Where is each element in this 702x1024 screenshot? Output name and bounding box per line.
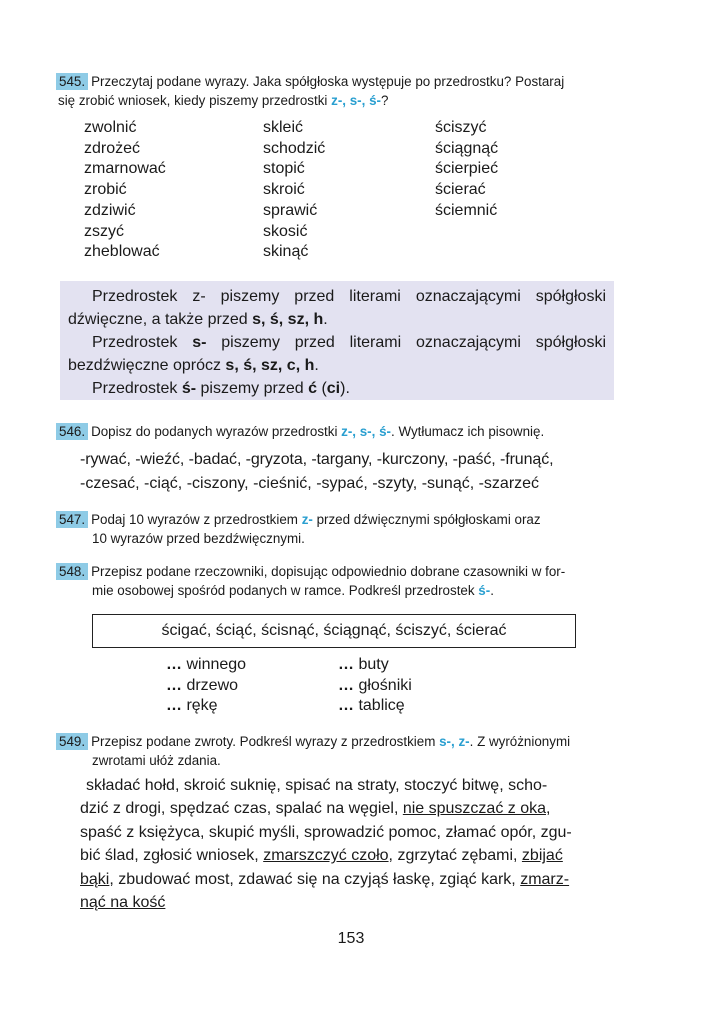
fill-in-right <box>338 655 412 717</box>
list-item: … rękę <box>166 697 218 714</box>
exercise-549-instructions: 549. Przepisz podane zwroty. Podkreśl wyrazy z przedrostkiem s-, z-. Z wyróżnionymi zwrotami ułóż zdania. <box>56 732 616 770</box>
exercise-547-instructions: 547. Podaj 10 wyrazów z przedrostkiem z- przed dźwięcznymi spółgłoskami oraz 10 wyrazów przed bezdźwięcznymi. <box>56 510 616 548</box>
exercise-546-instructions: 546. Dopisz do podanych wyrazów przedrostki z-, s-, ś-. Wytłumacz ich pisownię. <box>56 422 616 441</box>
list-item: … drzewo <box>166 676 239 694</box>
list-item: ścierpieć <box>435 160 499 178</box>
list-item: zmarnować <box>84 160 166 178</box>
list-item: … tablicę <box>338 697 405 714</box>
exercise-546-words-line2: -czesać, -ciąć, -ciszony, -cieśnić, -sypać, -szyty, -sunąć, -szarzeć <box>80 475 540 492</box>
list-item: ściągnąć <box>435 139 499 157</box>
verb-box: ścigać, ściąć, ścisnąć, ściągnąć, ściszyć, ścierać <box>92 614 576 648</box>
word-column-z <box>84 118 166 263</box>
list-item: skosić <box>263 222 308 240</box>
exercise-548-instructions: 548. Przepisz podane rzeczowniki, dopisując odpowiednio dobrane czasowniki w for- mie osobowej spośród podanych w ramce. Podkreśl przedrostek ś-. <box>56 562 616 600</box>
list-item: zrobić <box>84 181 127 199</box>
rule-sh: Przedrostek ś- piszemy przed ć (ci). <box>92 380 350 397</box>
exercise-number: 549. <box>56 733 88 750</box>
exercise-number: 545. <box>56 73 88 90</box>
list-item: … głośniki <box>338 676 412 694</box>
list-item: schodzić <box>263 139 326 157</box>
exercise-546-words-line1: -rywać, -wieźć, -badać, -gryzota, -targany, -kurczony, -paść, -frunąć, <box>80 451 554 468</box>
exercise-549-phrases: składać hołd, skroić suknię, spisać na straty, stoczyć bitwę, scho- dzić z drogi, spędzać czas, spalać na węgiel, nie spuszczać z oka, spaść z księżyca, skupić myśli, sprowadzić pomoc, złamać opór, zgu- bić ślad, zgłosić wniosek, zmarszczyć czoło, zgrzytać zębami, zbijać bąki, zbudować most, zdawać się na czyjąś łaskę, zgiąć kark, zmarz- nąć na kość <box>80 777 572 912</box>
exercise-number: 548. <box>56 563 88 580</box>
list-item: ściemnić <box>435 201 498 219</box>
rule-s: Przedrostek s- piszemy przed literami oznaczającymi spółgłoski bezdźwięczne oprócz s, ś, sz, c, h. <box>68 334 607 374</box>
list-item: … buty <box>338 656 389 673</box>
exercise-545-instructions: 545. Przeczytaj podane wyrazy. Jaka spółgłoska występuje po przedrostku? Postaraj się zrobić wniosek, kiedy piszemy przedrostki z-, s-, ś-? <box>58 74 565 108</box>
fill-in-left <box>166 655 246 717</box>
list-item: sprawić <box>263 201 318 219</box>
list-item: stopić <box>263 160 305 178</box>
list-item: ścierać <box>435 181 486 199</box>
word-column-s <box>263 118 325 263</box>
list-item: zszyć <box>84 222 124 240</box>
list-item: zwolnić <box>84 119 137 136</box>
exercise-number: 547. <box>56 511 88 528</box>
list-item: skroić <box>263 181 305 199</box>
page-number: 153 <box>337 930 365 947</box>
list-item: skinąć <box>263 243 309 261</box>
word-column-sh <box>435 118 498 222</box>
rule-z: Przedrostek z- piszemy przed literami oznaczającymi spółgłoski dźwięczne, a także przed s, ś, sz, h. <box>68 288 606 328</box>
list-item: zheblować <box>84 243 160 261</box>
list-item: zdrożeć <box>84 139 141 157</box>
exercise-number: 546. <box>56 423 88 440</box>
list-item: zdziwić <box>84 201 136 219</box>
rule-box <box>60 281 614 400</box>
list-item: … winnego <box>166 656 247 673</box>
list-item: ściszyć <box>435 119 487 136</box>
list-item: skleić <box>263 119 304 136</box>
